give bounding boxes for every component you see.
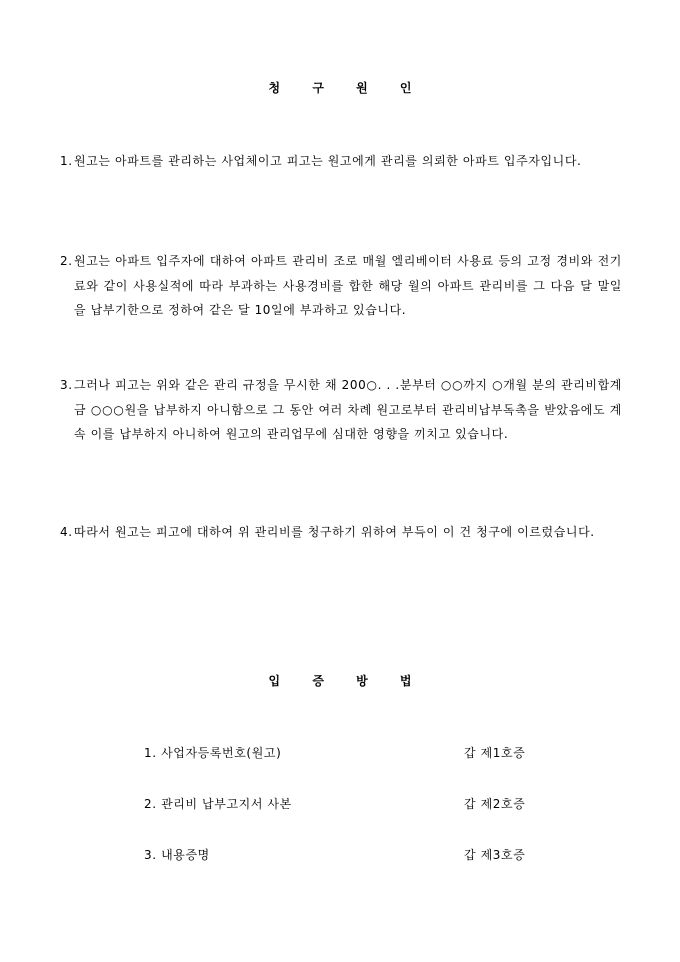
paragraph-number: 2. (60, 254, 73, 268)
evidence-name: 2. 관리비 납부고지서 사본 (144, 797, 292, 811)
claim-paragraph (60, 373, 622, 447)
paragraph-number: 4. (60, 525, 73, 539)
evidence-name: 1. 사업자등록번호(원고) (144, 746, 282, 760)
claim-reasons-title: 청 구 원 인 (268, 81, 426, 95)
paragraph-number: 3. (60, 378, 73, 392)
paragraph-text: 원고는 아파트 입주자에 대하여 아파트 관리비 조로 매월 엘리베이터 사용료 등의 고정 경비와 전기료와 같이 사용실적에 따라 부과하는 사용경비를 합한 해당 월의 아파트 관리비를 그 다음 달 말일을 납부기한으로 정하여 같은 달 10일에 부과하고 있습니다. (74, 254, 622, 317)
evidence-code: 갑 제2호증 (464, 797, 526, 811)
evidence-title: 입 증 방 법 (268, 674, 426, 688)
paragraph-text: 원고는 아파트를 관리하는 사업체이고 피고는 원고에게 관리를 의뢰한 아파트 입주자입니다. (74, 154, 582, 168)
evidence-item (144, 845, 544, 865)
claim-paragraph (60, 520, 622, 545)
evidence-name: 3. 내용증명 (144, 848, 210, 862)
paragraph-text: 따라서 원고는 피고에 대하여 위 관리비를 청구하기 위하여 부득이 이 건 청구에 이르렀습니다. (74, 525, 595, 539)
paragraph-number: 1. (60, 154, 73, 168)
evidence-code: 갑 제3호증 (464, 848, 526, 862)
claim-paragraph (60, 249, 622, 323)
claim-paragraph (60, 149, 622, 174)
evidence-item (144, 794, 544, 814)
evidence-code: 갑 제1호증 (464, 746, 526, 760)
paragraph-text: 그러나 피고는 위와 같은 관리 규정을 무시한 채 200○. . .분부터 ○○까지 ○개월 분의 관리비합계 금 ○○○원을 납부하지 아니함으로 그 동안 여러 차례 원고로부터 관리비납부독촉을 받았음에도 계속 이를 납부하지 아니하여 원고의 관리업무에 심대한 영향을 끼치고 있습니다. (74, 378, 622, 441)
evidence-item (144, 743, 544, 763)
